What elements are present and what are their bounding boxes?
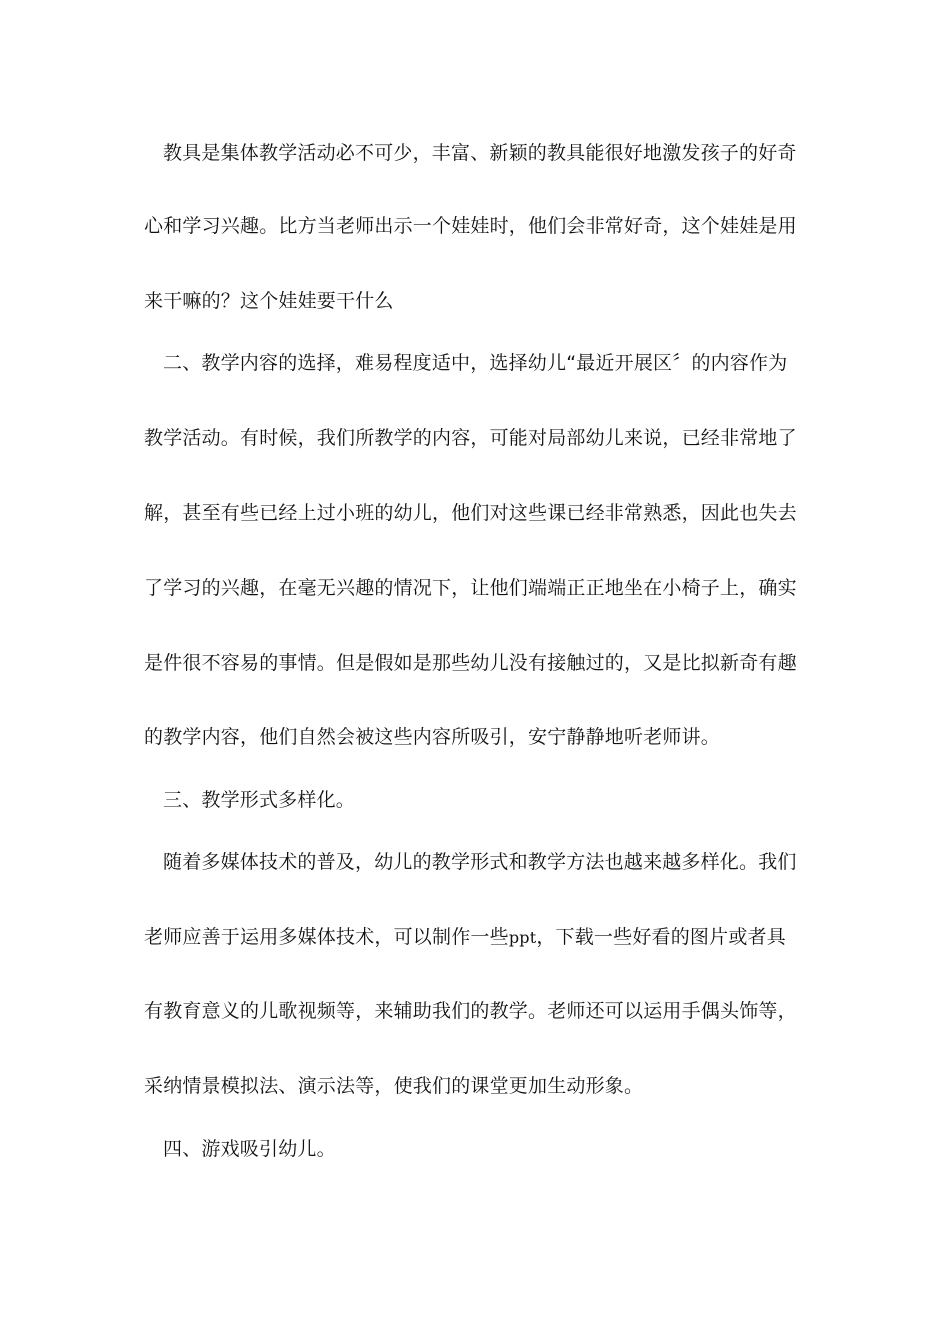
text-segment: 老师应善于运用多媒体技术，可以制作一些 bbox=[144, 926, 509, 948]
paragraph-line: 是件很不容易的事情。但是假如是那些幼儿没有接触过的，又是比拟新奇有趣 bbox=[144, 652, 797, 674]
paragraph-line: 解，甚至有些已经上过小班的幼儿，他们对这些课已经非常熟悉，因此也失去 bbox=[144, 502, 797, 524]
paragraph-line: 有教育意义的儿歌视频等，来辅助我们的教学。老师还可以运用手偶头饰等， bbox=[144, 1000, 797, 1022]
section-heading-line: 三、教学形式多样化。 bbox=[163, 789, 356, 811]
paragraph-line bbox=[144, 924, 804, 951]
paragraph-line: 教具是集体教学活动必不可少，丰富、新颖的教具能很好地激发孩子的好奇 bbox=[163, 142, 797, 164]
paragraph-line: 了学习的兴趣，在毫无兴趣的情况下，让他们端端正正地坐在小椅子上，确实 bbox=[144, 577, 797, 599]
paragraph-line: 采纳情景模拟法、演示法等，使我们的课堂更加生动形象。 bbox=[144, 1075, 644, 1097]
section-heading-line: 四、游戏吸引幼儿。 bbox=[163, 1138, 336, 1160]
paragraph-line: 随着多媒体技术的普及，幼儿的教学形式和教学方法也越来越多样化。我们 bbox=[163, 851, 797, 873]
paragraph-line: 教学活动。有时候，我们所教学的内容，可能对局部幼儿来说，已经非常地了 bbox=[144, 427, 797, 449]
paragraph-line: 心和学习兴趣。比方当老师出示一个娃娃时，他们会非常好奇，这个娃娃是用 bbox=[144, 215, 797, 237]
latin-text-segment: ppt bbox=[508, 928, 537, 947]
section-heading-line: 二、教学内容的选择，难易程度适中，选择幼儿“最近开展区〞的内容作为 bbox=[163, 352, 788, 374]
paragraph-line: 来干嘛的？这个娃娃要干什么 bbox=[144, 290, 394, 312]
paragraph-line: 的教学内容，他们自然会被这些内容所吸引，安宁静静地听老师讲。 bbox=[144, 726, 721, 748]
text-segment: ，下载一些好看的图片或者具 bbox=[536, 926, 786, 948]
